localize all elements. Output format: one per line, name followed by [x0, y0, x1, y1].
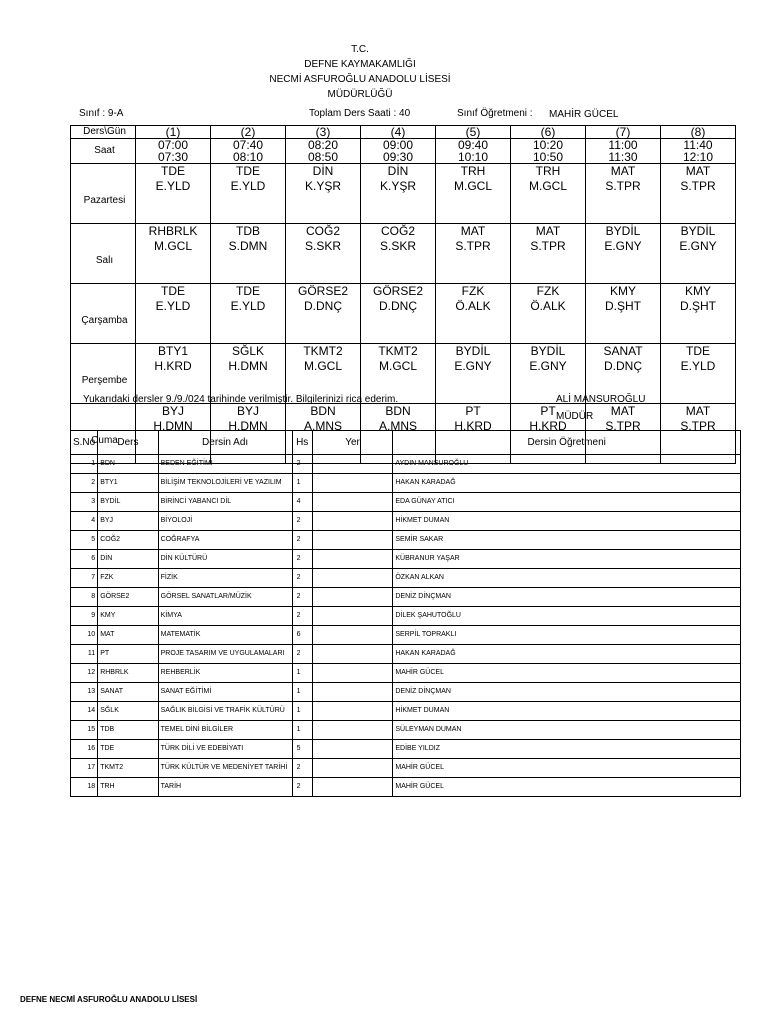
lesson-code: MAT	[535, 224, 561, 238]
course-place	[312, 721, 393, 740]
course-name: PROJE TASARIM VE UYGULAMALARI	[158, 645, 292, 664]
period-start: 10:20	[532, 138, 564, 152]
course-name: MATEMATİK	[158, 626, 292, 645]
lesson-code: MAT	[610, 404, 636, 418]
lesson-code: TRH	[535, 164, 561, 178]
course-no: 14	[71, 702, 98, 721]
course-row	[71, 626, 741, 645]
lesson-code: BYDİL	[680, 224, 716, 238]
lesson-cell	[511, 164, 586, 224]
course-row	[71, 531, 741, 550]
col-header-no: S.No	[71, 431, 98, 455]
course-place	[312, 759, 393, 778]
lesson-teacher: H.DMN	[228, 359, 268, 373]
course-hours: 2	[292, 455, 312, 474]
total-hours-label: Toplam Ders Saati : 40	[309, 108, 411, 119]
lesson-code: PT	[540, 404, 556, 418]
lesson-cell	[586, 164, 661, 224]
course-code: TRH	[98, 778, 158, 797]
period-time	[436, 139, 511, 164]
course-list-table	[70, 430, 741, 797]
course-teacher: ÖZKAN ALKAN	[393, 569, 741, 588]
course-place	[312, 474, 393, 493]
course-name: TEMEL DİNİ BİLGİLER	[158, 721, 292, 740]
lesson-teacher: E.GNY	[679, 239, 717, 253]
course-hours: 5	[292, 740, 312, 759]
course-place	[312, 664, 393, 683]
period-end: 08:50	[307, 150, 339, 164]
lesson-cell	[211, 224, 286, 284]
course-hours: 2	[292, 550, 312, 569]
course-hours: 6	[292, 626, 312, 645]
day-name: Perşembe	[71, 344, 136, 404]
header-district: DEFNE KAYMAKAMLIĞI	[304, 59, 416, 70]
lesson-cell	[436, 224, 511, 284]
course-hours: 2	[292, 778, 312, 797]
course-name: TÜRK KÜLTÜR VE MEDENİYET TARİHİ	[158, 759, 292, 778]
course-no: 6	[71, 550, 98, 569]
col-header-place: Yer	[312, 431, 393, 455]
course-code: MAT	[98, 626, 158, 645]
lesson-teacher: S.SKR	[304, 239, 341, 253]
course-code: TDB	[98, 721, 158, 740]
lesson-teacher: H.KRD	[454, 419, 492, 433]
lesson-teacher: E.GNY	[529, 359, 567, 373]
lesson-cell	[286, 284, 361, 344]
course-name: SANAT EĞİTİMİ	[158, 683, 292, 702]
course-code: SĞLK	[98, 702, 158, 721]
lesson-code: BYJ	[236, 404, 259, 418]
lesson-cell	[136, 284, 211, 344]
course-hours: 2	[292, 588, 312, 607]
lesson-cell	[586, 284, 661, 344]
class-teacher-name: MAHİR GÜCEL	[549, 109, 619, 120]
class-label: Sınıf : 9-A	[79, 108, 124, 119]
lesson-code: GÖRSE2	[297, 284, 348, 298]
course-no: 4	[71, 512, 98, 531]
course-code: TKMT2	[98, 759, 158, 778]
lesson-code: KMY	[684, 284, 711, 298]
course-hours: 2	[292, 569, 312, 588]
course-hours: 1	[292, 702, 312, 721]
course-teacher: DENİZ DİNÇMAN	[393, 588, 741, 607]
course-row	[71, 474, 741, 493]
lesson-code: MAT	[685, 404, 711, 418]
course-place	[312, 569, 393, 588]
course-no: 2	[71, 474, 98, 493]
course-place	[312, 493, 393, 512]
course-code: BYDİL	[98, 493, 158, 512]
lesson-teacher: E.YLD	[230, 179, 266, 193]
period-time	[211, 139, 286, 164]
course-code: COĞ2	[98, 531, 158, 550]
lesson-code: TDE	[161, 284, 185, 298]
course-teacher: EDA GÜNAY ATICI	[393, 493, 741, 512]
period-number: (4)	[361, 126, 436, 139]
course-no: 8	[71, 588, 98, 607]
course-teacher: DENİZ DİNÇMAN	[393, 683, 741, 702]
period-end: 08:10	[232, 150, 264, 164]
col-header-hours: Hs	[292, 431, 312, 455]
course-name: BEDEN EĞİTİMİ	[158, 455, 292, 474]
lesson-code: PT	[465, 404, 481, 418]
lesson-code: BDN	[385, 404, 411, 418]
lesson-code: TDE	[236, 284, 260, 298]
course-name: SAĞLIK BİLGİSİ VE TRAFİK KÜLTÜRÜ	[158, 702, 292, 721]
course-no: 13	[71, 683, 98, 702]
course-place	[312, 683, 393, 702]
course-row	[71, 664, 741, 683]
lesson-cell	[361, 164, 436, 224]
course-code: FZK	[98, 569, 158, 588]
lesson-cell	[436, 344, 511, 404]
course-row	[71, 607, 741, 626]
lesson-teacher: D.DNÇ	[304, 299, 342, 313]
principal-title: MÜDÜR	[556, 411, 594, 422]
course-row	[71, 645, 741, 664]
lesson-cell	[211, 164, 286, 224]
course-row	[71, 702, 741, 721]
course-name: TÜRK DİLİ VE EDEBİYATI	[158, 740, 292, 759]
period-number: (8)	[661, 126, 736, 139]
period-time	[136, 139, 211, 164]
lesson-code: TDE	[161, 164, 185, 178]
course-code: GÖRSE2	[98, 588, 158, 607]
course-hours: 4	[292, 493, 312, 512]
lesson-cell	[286, 164, 361, 224]
lesson-code: COĞ2	[380, 224, 415, 238]
course-row	[71, 550, 741, 569]
lesson-code: TDB	[236, 224, 260, 238]
course-teacher: MAHİR GÜCEL	[393, 778, 741, 797]
period-time	[586, 139, 661, 164]
period-number: (7)	[586, 126, 661, 139]
lesson-teacher: M.GCL	[453, 179, 492, 193]
lesson-teacher: E.GNY	[454, 359, 492, 373]
course-teacher: AYDIN MANSUROĞLU	[393, 455, 741, 474]
course-code: RHBRLK	[98, 664, 158, 683]
period-number: (1)	[136, 126, 211, 139]
lesson-code: DİN	[312, 164, 334, 178]
lesson-teacher: S.TPR	[530, 239, 566, 253]
period-start: 09:40	[457, 138, 489, 152]
col-header-code: Ders	[98, 431, 158, 455]
day-row	[71, 164, 736, 224]
col-header-teacher: Dersin Öğretmeni	[393, 431, 741, 455]
period-time-row	[71, 139, 736, 164]
course-code: BDN	[98, 455, 158, 474]
header-school: NECMİ ASFUROĞLU ANADOLU LİSESİ	[269, 74, 451, 85]
course-hours: 2	[292, 607, 312, 626]
period-end: 07:30	[157, 150, 189, 164]
lesson-cell	[136, 224, 211, 284]
lesson-teacher: S.TPR	[680, 179, 716, 193]
lesson-teacher: H.DMN	[153, 419, 193, 433]
period-end: 10:10	[457, 150, 489, 164]
period-start: 11:00	[608, 138, 638, 152]
course-no: 5	[71, 531, 98, 550]
corner-label: Ders\Gün	[71, 126, 136, 139]
lesson-teacher: S.TPR	[455, 239, 491, 253]
course-name: KİMYA	[158, 607, 292, 626]
course-teacher: DİLEK ŞAHUTOĞLU	[393, 607, 741, 626]
header-tc: T.C.	[351, 44, 369, 55]
lesson-teacher: A.MNS	[378, 419, 417, 433]
course-row	[71, 759, 741, 778]
course-row	[71, 683, 741, 702]
period-number-row	[71, 126, 736, 139]
lesson-code: GÖRSE2	[372, 284, 423, 298]
course-teacher: MAHİR GÜCEL	[393, 759, 741, 778]
lesson-teacher: H.KRD	[529, 419, 567, 433]
course-name: FİZİK	[158, 569, 292, 588]
lesson-code: MAT	[610, 164, 636, 178]
lesson-teacher: S.DMN	[228, 239, 268, 253]
period-time	[286, 139, 361, 164]
lesson-teacher: Ö.ALK	[530, 299, 566, 313]
notice-text: Yukarıdaki dersler 9./9./024 tarihinde verilmiştir. Bilgilerinizi rica ederim.	[83, 394, 399, 405]
lesson-teacher: D.ŞHT	[680, 299, 716, 313]
day-name: Çarşamba	[71, 284, 136, 344]
lesson-teacher: H.KRD	[154, 359, 192, 373]
course-no: 15	[71, 721, 98, 740]
course-no: 12	[71, 664, 98, 683]
lesson-code: SANAT	[603, 344, 643, 358]
course-place	[312, 645, 393, 664]
course-name: COĞRAFYA	[158, 531, 292, 550]
lesson-cell	[361, 224, 436, 284]
course-no: 1	[71, 455, 98, 474]
time-label: Saat	[71, 139, 136, 164]
lesson-code: TDE	[236, 164, 260, 178]
lesson-cell	[661, 224, 736, 284]
lesson-teacher: S.TPR	[605, 419, 641, 433]
course-row	[71, 588, 741, 607]
lesson-teacher: E.YLD	[230, 299, 266, 313]
lesson-cell	[211, 284, 286, 344]
course-hours: 2	[292, 645, 312, 664]
lesson-teacher: M.GCL	[378, 359, 417, 373]
course-no: 11	[71, 645, 98, 664]
lesson-code: BDN	[310, 404, 336, 418]
lesson-cell	[286, 224, 361, 284]
lesson-code: FZK	[461, 284, 485, 298]
course-code: TDE	[98, 740, 158, 759]
lesson-teacher: D.DNÇ	[379, 299, 417, 313]
period-number: (3)	[286, 126, 361, 139]
course-code: BTY1	[98, 474, 158, 493]
period-start: 08:20	[307, 138, 339, 152]
lesson-code: RHBRLK	[148, 224, 198, 238]
lesson-code: TKMT2	[303, 344, 343, 358]
lesson-cell	[661, 284, 736, 344]
course-code: PT	[98, 645, 158, 664]
day-name: Pazartesi	[71, 164, 136, 224]
course-no: 7	[71, 569, 98, 588]
lesson-cell	[586, 224, 661, 284]
course-name: GÖRSEL SANATLAR/MÜZİK	[158, 588, 292, 607]
header-directorate: MÜDÜRLÜĞÜ	[327, 89, 393, 100]
course-place	[312, 512, 393, 531]
lesson-teacher: M.GCL	[153, 239, 192, 253]
day-row	[71, 224, 736, 284]
lesson-cell	[661, 344, 736, 404]
course-list-header	[71, 431, 741, 455]
lesson-code: BYJ	[161, 404, 184, 418]
course-no: 10	[71, 626, 98, 645]
course-place	[312, 550, 393, 569]
lesson-teacher: S.TPR	[605, 179, 641, 193]
course-no: 9	[71, 607, 98, 626]
course-name: DİN KÜLTÜRÜ	[158, 550, 292, 569]
lesson-code: TDE	[686, 344, 710, 358]
principal-name: ALİ MANSUROĞLU	[556, 394, 646, 405]
lesson-teacher: E.YLD	[155, 179, 191, 193]
course-teacher: EDİBE YILDIZ	[393, 740, 741, 759]
lesson-cell	[661, 164, 736, 224]
footer-school: DEFNE NECMİ ASFUROĞLU ANADOLU LİSESİ	[20, 995, 198, 1004]
lesson-teacher: E.YLD	[155, 299, 191, 313]
course-place	[312, 531, 393, 550]
col-header-name: Dersin Adı	[158, 431, 292, 455]
lesson-code: KMY	[609, 284, 636, 298]
course-teacher: HAKAN KARADAĞ	[393, 474, 741, 493]
lesson-code: DİN	[387, 164, 409, 178]
lesson-cell	[511, 284, 586, 344]
period-time	[361, 139, 436, 164]
lesson-teacher: M.GCL	[303, 359, 342, 373]
course-name: BİLİŞİM TEKNOLOJİLERİ VE YAZILIM	[158, 474, 292, 493]
lesson-teacher: K.YŞR	[379, 179, 416, 193]
course-name: REHBERLİK	[158, 664, 292, 683]
course-row	[71, 740, 741, 759]
course-teacher: SEMİR SAKAR	[393, 531, 741, 550]
lesson-cell	[361, 284, 436, 344]
lesson-cell	[511, 224, 586, 284]
lesson-teacher: D.ŞHT	[605, 299, 641, 313]
period-end: 12:10	[682, 150, 714, 164]
period-start: 09:00	[382, 138, 414, 152]
course-hours: 1	[292, 474, 312, 493]
period-start: 11:40	[683, 138, 713, 152]
course-teacher: HİKMET DUMAN	[393, 512, 741, 531]
day-name: Cuma	[71, 404, 136, 464]
lesson-code: BYDİL	[530, 344, 566, 358]
course-hours: 1	[292, 721, 312, 740]
course-no: 17	[71, 759, 98, 778]
course-no: 16	[71, 740, 98, 759]
lesson-teacher: K.YŞR	[304, 179, 341, 193]
lesson-cell	[436, 164, 511, 224]
class-teacher-label: Sınıf Öğretmeni :	[457, 108, 533, 119]
period-start: 07:00	[157, 138, 189, 152]
period-end: 10:50	[532, 150, 564, 164]
lesson-code: MAT	[685, 164, 711, 178]
course-place	[312, 626, 393, 645]
course-place	[312, 455, 393, 474]
period-end: 09:30	[382, 150, 414, 164]
course-place	[312, 607, 393, 626]
course-place	[312, 740, 393, 759]
lesson-code: MAT	[460, 224, 486, 238]
course-teacher: SÜLEYMAN DUMAN	[393, 721, 741, 740]
lesson-code: FZK	[536, 284, 560, 298]
course-no: 3	[71, 493, 98, 512]
lesson-code: TKMT2	[378, 344, 418, 358]
lesson-cell	[436, 284, 511, 344]
lesson-code: TRH	[460, 164, 486, 178]
period-end: 11:30	[608, 150, 638, 164]
course-hours: 1	[292, 664, 312, 683]
course-row	[71, 493, 741, 512]
lesson-teacher: M.GCL	[528, 179, 567, 193]
course-name: TARİH	[158, 778, 292, 797]
lesson-teacher: D.DNÇ	[604, 359, 642, 373]
period-time	[661, 139, 736, 164]
course-row	[71, 455, 741, 474]
day-name: Salı	[71, 224, 136, 284]
course-hours: 2	[292, 512, 312, 531]
period-number: (6)	[511, 126, 586, 139]
course-code: BYJ	[98, 512, 158, 531]
course-row	[71, 721, 741, 740]
course-teacher: HAKAN KARADAĞ	[393, 645, 741, 664]
period-number: (5)	[436, 126, 511, 139]
course-teacher: KÜBRANUR YAŞAR	[393, 550, 741, 569]
course-hours: 2	[292, 531, 312, 550]
period-number: (2)	[211, 126, 286, 139]
course-code: KMY	[98, 607, 158, 626]
lesson-code: SĞLK	[231, 344, 264, 358]
day-row	[71, 284, 736, 344]
lesson-teacher: S.SKR	[379, 239, 416, 253]
period-time	[511, 139, 586, 164]
course-code: SANAT	[98, 683, 158, 702]
lesson-code: BYDİL	[605, 224, 641, 238]
lesson-code: BTY1	[157, 344, 188, 358]
course-hours: 2	[292, 759, 312, 778]
course-teacher: SERPİL TOPRAKLI	[393, 626, 741, 645]
course-place	[312, 778, 393, 797]
course-teacher: MAHİR GÜCEL	[393, 664, 741, 683]
lesson-teacher: E.GNY	[604, 239, 642, 253]
course-row	[71, 778, 741, 797]
lesson-teacher: H.DMN	[228, 419, 268, 433]
course-hours: 1	[292, 683, 312, 702]
period-start: 07:40	[232, 138, 264, 152]
course-code: DİN	[98, 550, 158, 569]
course-no: 18	[71, 778, 98, 797]
course-row	[71, 512, 741, 531]
course-place	[312, 588, 393, 607]
course-row	[71, 569, 741, 588]
course-teacher: HİKMET DUMAN	[393, 702, 741, 721]
lesson-cell	[136, 164, 211, 224]
lesson-teacher: E.YLD	[680, 359, 716, 373]
course-place	[312, 702, 393, 721]
course-name: BİYOLOJİ	[158, 512, 292, 531]
lesson-code: COĞ2	[305, 224, 340, 238]
lesson-teacher: S.TPR	[680, 419, 716, 433]
lesson-teacher: Ö.ALK	[455, 299, 491, 313]
weekly-timetable	[70, 125, 736, 464]
lesson-code: BYDİL	[455, 344, 491, 358]
course-name: BİRİNCİ YABANCI DİL	[158, 493, 292, 512]
lesson-teacher: A.MNS	[303, 419, 342, 433]
